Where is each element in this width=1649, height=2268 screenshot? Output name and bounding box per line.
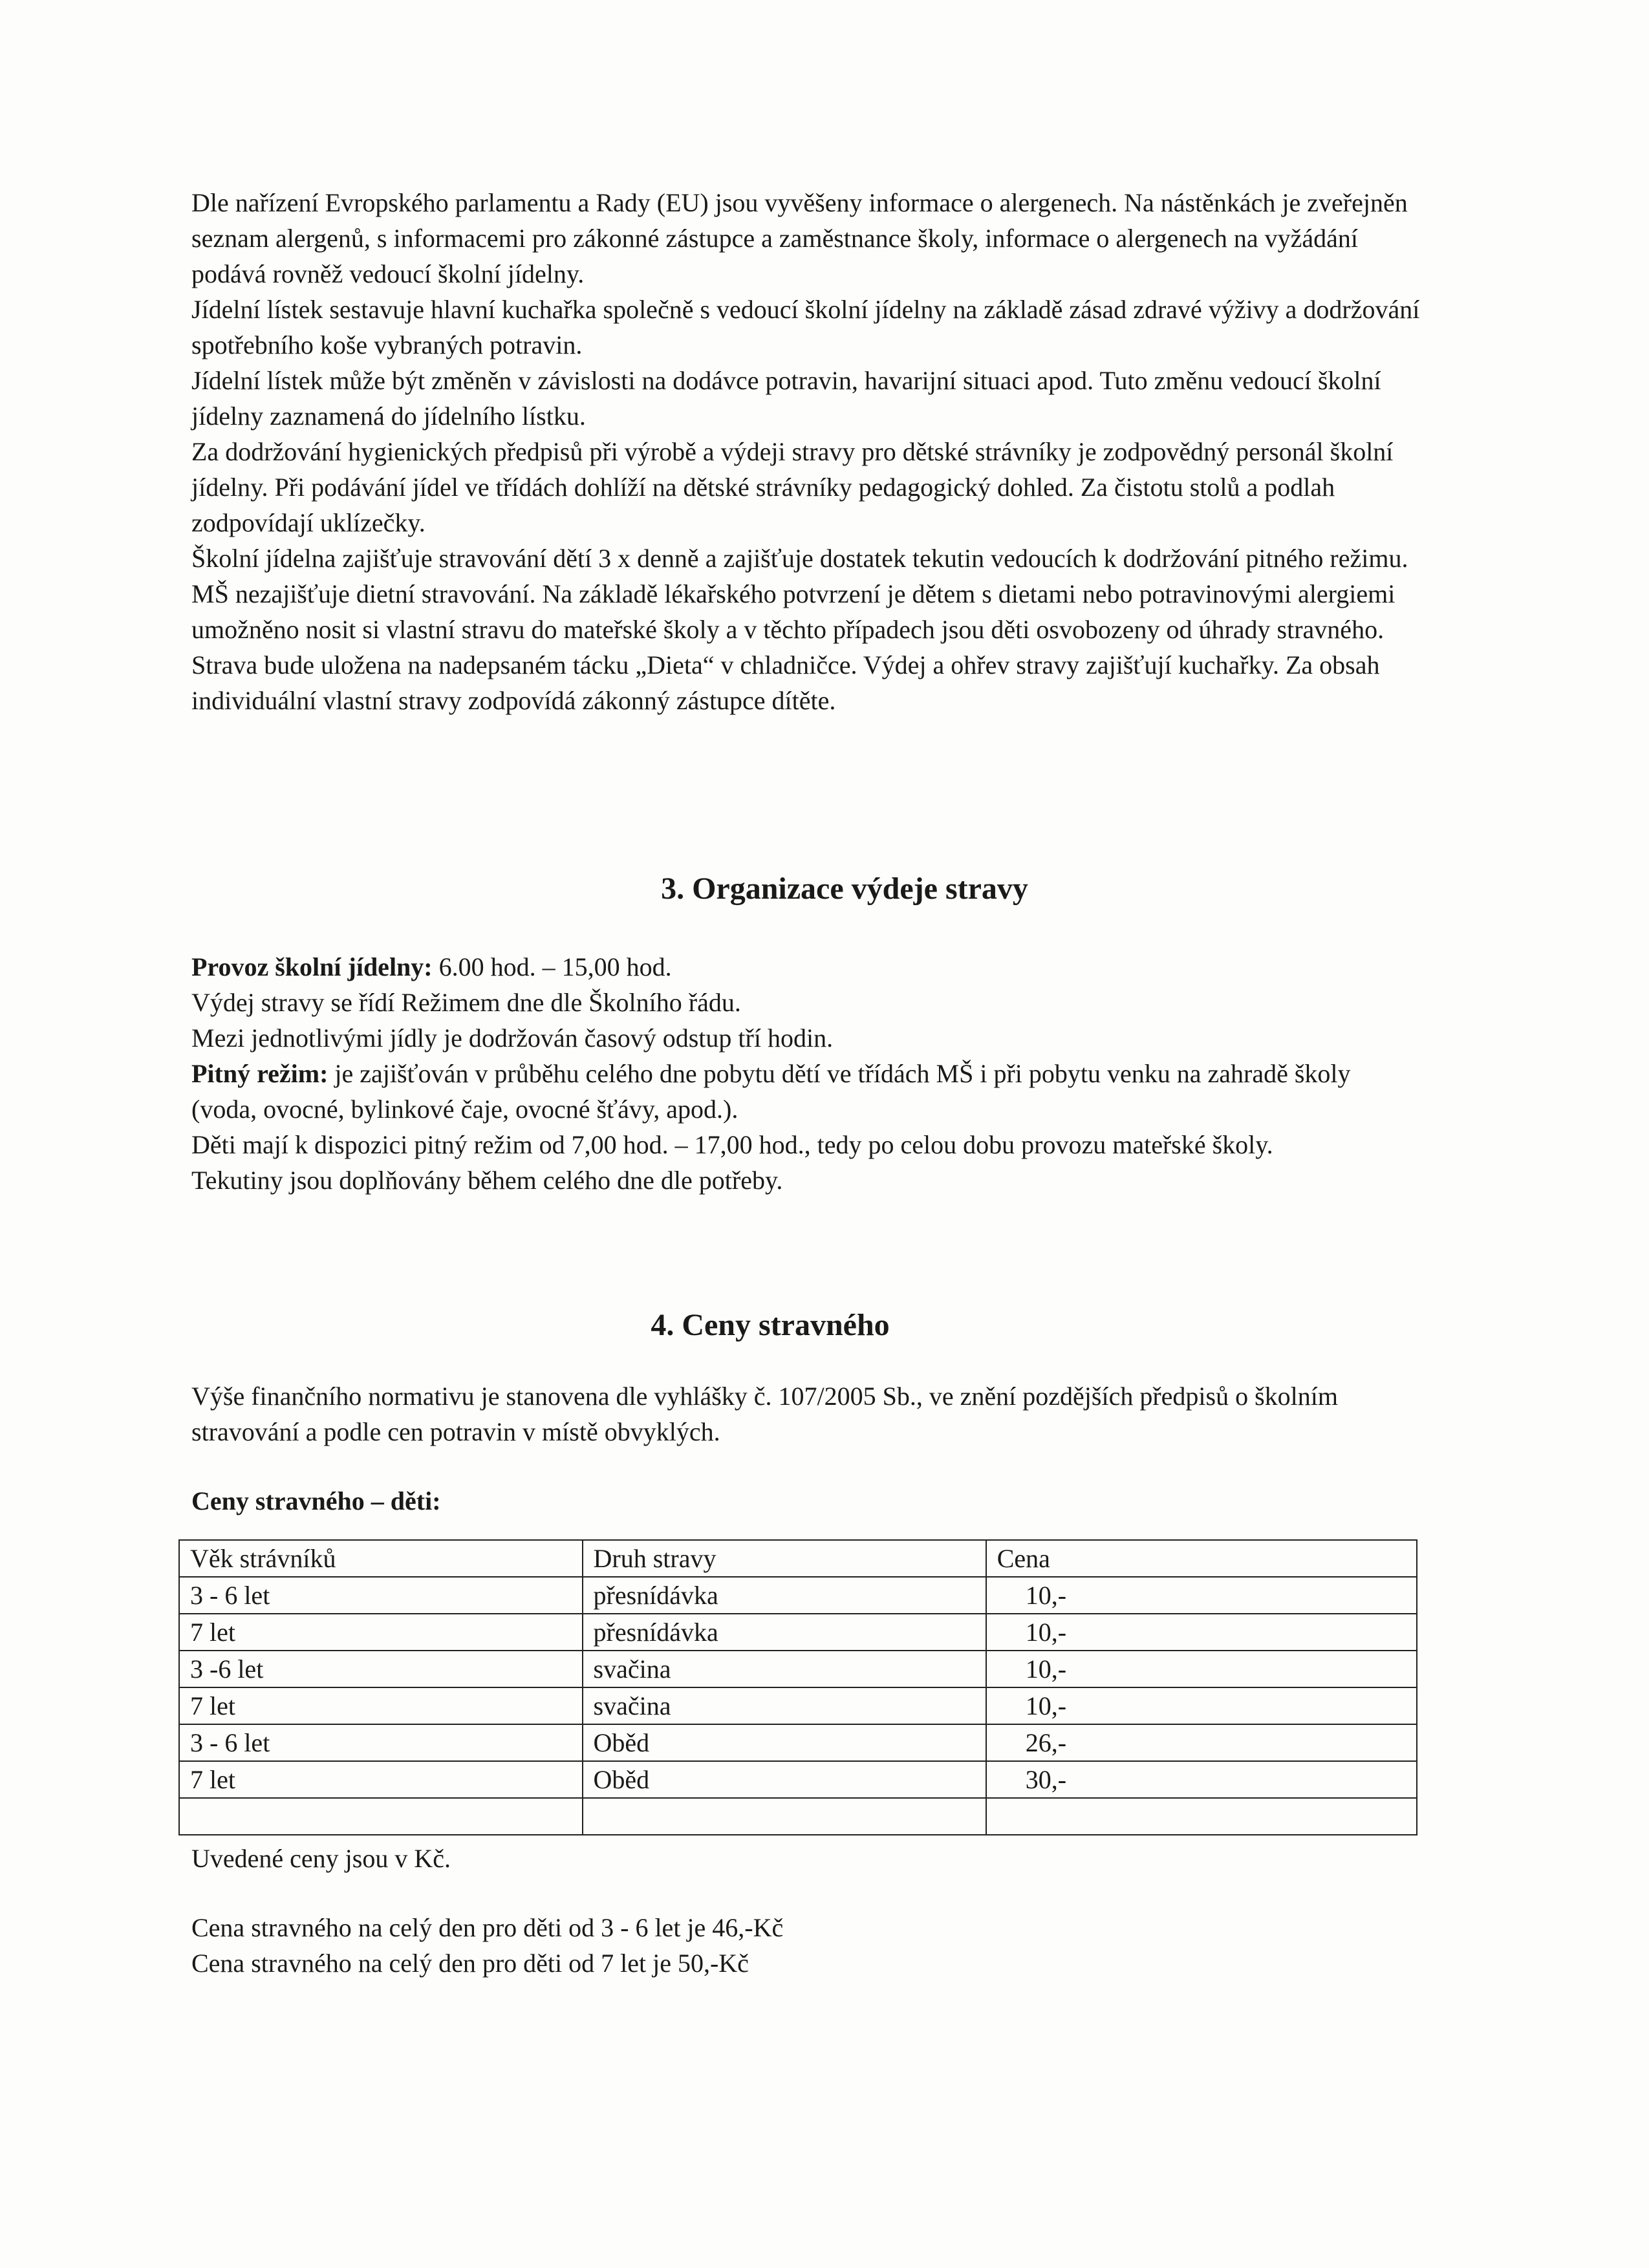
table-row [179,1651,1417,1687]
table-cell: Oběd [583,1724,986,1761]
odstup-line: Mezi jednotlivými jídly je dodržován časový odstup tří hodin. [191,1023,834,1053]
intro-paragraph-allergens: Dle nařízení Evropského parlamentu a Rady (EU) jsou vyvěšeny informace o alergenech. Na nástěnkách je zveřejněn seznam alergenů, s informacemi pro zákonné zástupce a zaměstnance školy, informace o alergenech na vyžádání podává rovněž vedoucí školní jídelny. [191,188,1408,288]
table-cell: 10,- [986,1577,1417,1614]
vydej-line: Výdej stravy se řídí Režimem dne dle Školního řádu. [191,988,741,1017]
table-row [179,1687,1417,1724]
table-cell: 10,- [986,1651,1417,1687]
section-4 [191,1306,1420,1981]
prices-table [178,1539,1417,1835]
table-cell: přesnídávka [583,1614,986,1651]
provoz-value: 6.00 hod. – 15,00 hod. [432,952,672,981]
pitny-value: je zajišťován v průběhu celého dne pobytu dětí ve třídách MŠ i při pobytu venku na zahradě školy (voda, ovocné, bylinkové čaje, ovocné šťávy, apod.). [191,1059,1351,1124]
intro-paragraph-meals: Školní jídelna zajišťuje stravování dětí 3 x denně a zajišťuje dostatek tekutin vedoucích k dodržování pitného režimu. [191,544,1408,573]
totals [191,1910,1420,1981]
prices-title: Ceny stravného – děti: [191,1486,441,1515]
intro-paragraph-diet: MŠ nezajišťuje dietní stravování. Na základě lékařského potvrzení je dětem s dietami nebo potravinovými alergiemi umožněno nosit si vlastní stravu do mateřské školy a v těchto případech jsou děti osvobozeny od úhrady stravného. Strava bude uložena na nadepsaném tácku „Dieta“ v chladničce. Výdej a ohřev stravy zajišťují kuchařky. Za obsah individuální vlastní stravy zodpovídá zákonný zástupce dítěte. [191,579,1396,715]
table-cell: 3 - 6 let [179,1577,583,1614]
table-cell: 3 - 6 let [179,1724,583,1761]
section-3-heading: 3. Organizace výdeje stravy [661,872,1028,906]
table-cell: 7 let [179,1761,583,1798]
table-row-empty [179,1798,1417,1835]
table-cell: 26,- [986,1724,1417,1761]
total-7: Cena stravného na celý den pro děti od 7 let je 50,-Kč [191,1949,749,1978]
total-3-6: Cena stravného na celý den pro děti od 3 - 6 let je 46,-Kč [191,1913,784,1942]
table-cell: 10,- [986,1614,1417,1651]
table-cell: svačina [583,1687,986,1724]
provoz-label: Provoz školní jídelny: [191,952,433,981]
table-cell [583,1798,986,1835]
table-header-row [179,1540,1417,1577]
table-cell [179,1798,583,1835]
table-cell: 10,- [986,1687,1417,1724]
pitny-line [191,1056,1420,1127]
table-row [179,1761,1417,1798]
table-cell: 7 let [179,1687,583,1724]
pitny-label: Pitný režim: [191,1059,329,1088]
table-cell: 7 let [179,1614,583,1651]
pitny-hours-line: Děti mají k dispozici pitný režim od 7,00 hod. – 17,00 hod., tedy po celou dobu provozu mateřské školy. [191,1130,1273,1159]
section-3 [191,870,1420,1198]
table-cell: přesnídávka [583,1577,986,1614]
table-cell: svačina [583,1651,986,1687]
intro-paragraph-hygiene: Za dodržování hygienických předpisů při výrobě a výdeji stravy pro dětské strávníky je zodpovědný personál školní jídelny. Při podávání jídel ve třídách dohlíží na dětské strávníky pedagogický dohled. Za čistotu stolů a podlah zodpovídají uklízečky. [191,437,1394,537]
table-cell [986,1798,1417,1835]
table-header-cell: Druh stravy [583,1540,986,1577]
intro-paragraph-menu: Jídelní lístek sestavuje hlavní kuchařka společně s vedoucí školní jídelny na základě zásad zdravé výživy a dodržování spotřebního koše vybraných potravin. [191,295,1420,359]
table-cell: 30,- [986,1761,1417,1798]
table-row [179,1614,1417,1651]
table-row [179,1724,1417,1761]
table-cell: Oběd [583,1761,986,1798]
intro-paragraph-menu-change: Jídelní lístek může být změněn v závislosti na dodávce potravin, havarijní situaci apod. Tuto změnu vedoucí školní jídelny zaznamená do jídelního lístku. [191,366,1381,431]
table-cell: 3 -6 let [179,1651,583,1687]
currency-note: Uvedené ceny jsou v Kč. [191,1844,451,1873]
table-header-cell: Cena [986,1540,1417,1577]
provoz-line [191,949,1420,985]
tekutiny-line: Tekutiny jsou doplňovány během celého dne dle potřeby. [191,1166,783,1195]
intro-section [191,185,1420,718]
section-4-heading: 4. Ceny stravného [651,1308,890,1342]
normative-paragraph: Výše finančního normativu je stanovena dle vyhlášky č. 107/2005 Sb., ve znění pozdějších předpisů o školním stravování a podle cen potravin v místě obvyklých. [191,1382,1338,1446]
table-row [179,1577,1417,1614]
table-header-cell: Věk strávníků [179,1540,583,1577]
